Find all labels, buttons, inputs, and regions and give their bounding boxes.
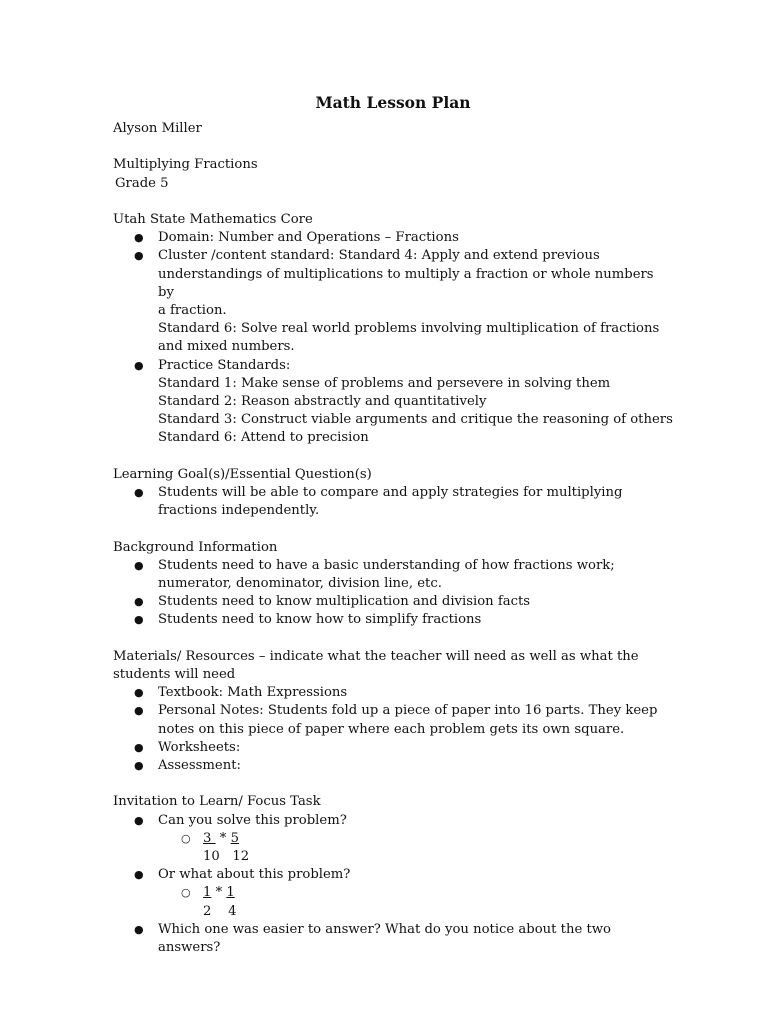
list-item: ● Assessment: xyxy=(113,757,673,775)
list-item: ● Worksheets: xyxy=(113,739,673,757)
invitation-heading: Invitation to Learn/ Focus Task xyxy=(113,794,321,810)
bullet-icon: ● xyxy=(134,595,144,609)
bullet-icon: ● xyxy=(134,358,144,372)
list-item: ● Cluster /content standard: Standard 4: Apply and extend previous understandings of multiplications to multiply a fraction or whole numbers by a fraction. Standard 6: Solve real world problems involving multiplication of fractions and mixed numbers. xyxy=(134,248,660,355)
goal-heading: Learning Goal(s)/Essential Question(s) xyxy=(113,466,372,482)
circle-bullet-icon: ○ xyxy=(181,831,191,845)
list-item: ● Students need to know how to simplify fractions xyxy=(113,611,673,629)
bullet-icon: ● xyxy=(134,704,144,718)
circle-bullet-icon: ○ xyxy=(181,886,191,900)
page-title: Math Lesson Plan xyxy=(315,93,471,112)
bullet-icon: ● xyxy=(134,813,144,827)
list-item: ● Students will be able to compare and apply strategies for multiplying fractions independently. xyxy=(134,485,623,519)
bullet-icon: ● xyxy=(134,759,144,773)
bullet-icon: ● xyxy=(134,922,144,936)
bullet-icon: ● xyxy=(134,558,144,572)
bullet-icon: ● xyxy=(134,740,144,754)
bullet-icon: ● xyxy=(134,249,144,263)
list-item: ● Which one was easier to answer? What do you notice about the two answers? xyxy=(134,921,611,956)
background-heading: Background Information xyxy=(113,539,278,555)
bullet-icon: ● xyxy=(134,868,144,882)
list-item: ● Practice Standards: Standard 1: Make sense of problems and persevere in solving them Standard 2: Reason abstractly and quantitatively Standard 3: Construct viable arguments and critique the reasoning of others Standard 6: Attend to precision xyxy=(134,357,673,446)
list-item: ● Domain: Number and Operations – Fractions xyxy=(113,229,673,247)
list-item: ● Personal Notes: Students fold up a piece of paper into 16 parts. They keep notes on this piece of paper where each problem gets its own square. xyxy=(134,703,658,737)
bullet-icon: ● xyxy=(134,686,144,700)
grade-level: Grade 5 xyxy=(115,175,169,191)
author-name: Alyson Miller xyxy=(113,121,202,136)
lesson-plan-page xyxy=(113,92,673,957)
materials-heading: Materials/ Resources – indicate what the teacher will need as well as what the xyxy=(113,648,639,664)
list-item: ● Students need to know multiplication and division facts xyxy=(113,593,673,611)
bullet-icon: ● xyxy=(134,231,144,245)
list-item: ● Or what about this problem? xyxy=(113,866,673,884)
core-heading: Utah State Mathematics Core xyxy=(113,211,313,227)
materials-heading-cont: students will need xyxy=(113,667,236,683)
lesson-topic: Multiplying Fractions xyxy=(113,157,258,173)
fraction-problem-2: ○ 1 * 1 2 4 xyxy=(181,885,237,919)
list-item: ● Textbook: Math Expressions xyxy=(113,684,673,702)
list-item: ● Students need to have a basic understanding of how fractions work; numerator, denominator, division line, etc. xyxy=(134,557,615,592)
bullet-icon: ● xyxy=(134,613,144,627)
fraction-problem-1: ○ 3 * 5 10 12 xyxy=(181,830,250,865)
bullet-icon: ● xyxy=(134,486,144,500)
list-item: ● Can you solve this problem? xyxy=(113,812,673,830)
